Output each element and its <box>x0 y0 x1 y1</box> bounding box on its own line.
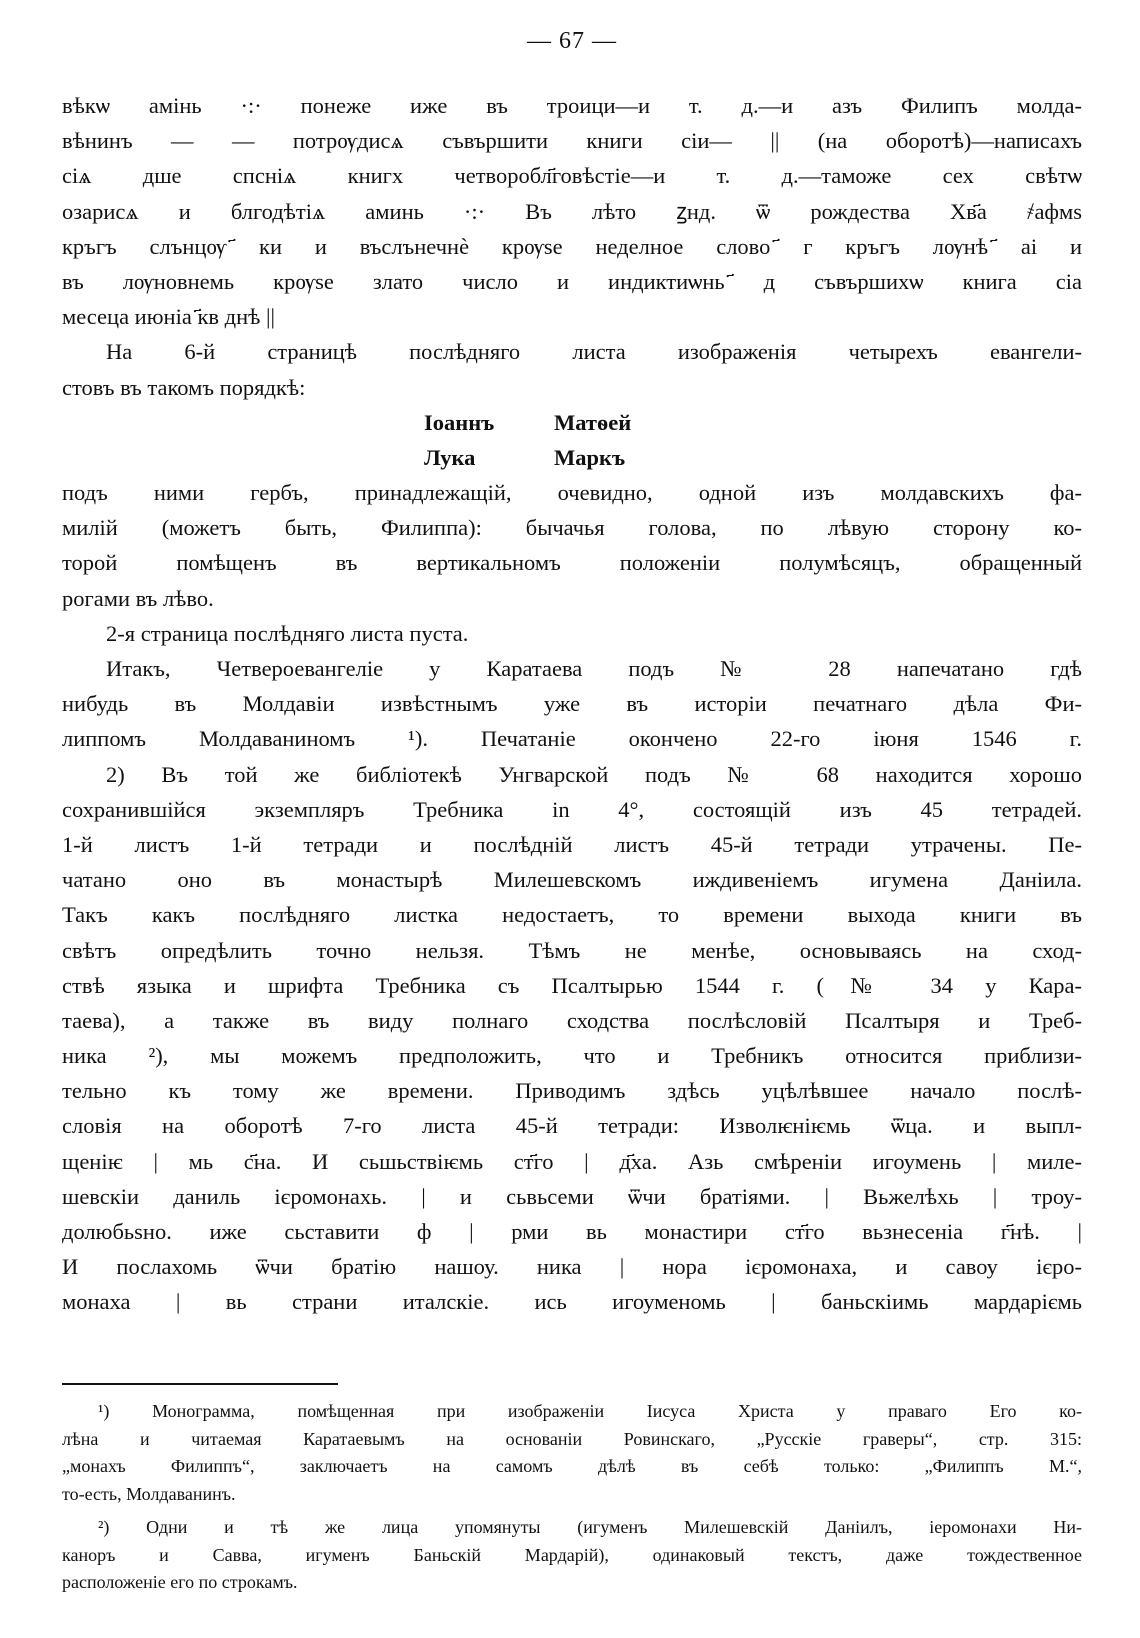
text-line: свѣтъ опредѣлить точно нельзя. Тѣмъ не менѣе, основываясь на сход- <box>62 937 1082 963</box>
text-line: липпомъ Молдаваниномъ ¹). Печатаніе окончено 22-го іюня 1546 г. <box>62 726 1082 752</box>
text-line: озарисѧ и блгодѣтіѧ аминь ·:· Въ лѣто ꙁнд. ѿ рождества Хв҃а ҂афмѕ <box>62 198 1082 224</box>
footnote-line: ¹) Монограмма, помѣщенная при изображеніи Іисуса Христа у праваго Его ко- <box>98 1401 1082 1421</box>
text-line: 1-й листъ 1-й тетради и послѣдній листъ 45-й тетради утрачены. Пе- <box>62 831 1082 857</box>
text-line: тельно къ тому же времени. Приводимъ здѣсь уцѣлѣвшее начало послѣ- <box>62 1078 1082 1104</box>
footnotes <box>62 1398 1082 1597</box>
text-line: сіѧ дше спсніѧ книгх четворобл҃говѣстіе—и т. д.—таможе сех свѣтѡ <box>62 163 1082 189</box>
text-line: чатано оно въ монастырѣ Милешевскомъ иждивеніемъ игумена Даніила. <box>62 867 1082 893</box>
text-line: ствѣ языка и шрифта Требника съ Псалтырью 1544 г. (№ 34 у Кара- <box>62 972 1082 998</box>
text-line: щеніѥ | мь с҃на. И сьшьствіѥмь ст҃го | д҃ха. Азь смѣреніи игоумень | миле- <box>62 1148 1082 1174</box>
text-line: стовъ въ такомъ порядкѣ: <box>62 374 306 400</box>
footnote-line: „монахъ Филиппъ“, заключаетъ на самомъ дѣлѣ въ себѣ только: „Филиппъ М.“, <box>62 1456 1082 1476</box>
text-line: словія на оборотѣ 7-го листа 45-й тетради: Изволѥніѥмь ѿца. и выпл- <box>62 1113 1082 1139</box>
footnote-line: ²) Одни и тѣ же лица упомянуты (игуменъ Милешевскій Даніилъ, іеромонахи Ни- <box>98 1517 1082 1537</box>
text-line: Итакъ, Четвероевангеліе у Каратаева подъ № 28 напечатано гдѣ <box>106 656 1082 681</box>
text-line: долюбьѕно. иже сьставити ф | рми вь монастири ст҃го вьзнесеніа г҃нѣ. | <box>62 1219 1082 1244</box>
text-line: И послахомь ѿчи братію нашоу. ника | нора ієромонаха, и савоу ієро- <box>62 1254 1082 1280</box>
evangelists-table <box>62 405 1082 475</box>
evangelists-row <box>62 405 1082 440</box>
footnote-divider <box>62 1383 338 1385</box>
evangelist-name: Іоаннъ <box>424 409 495 435</box>
evangelist-name: Лука <box>424 444 476 470</box>
footnote-line: каноръ и Савва, игуменъ Баньскій Мардарій), одинаковый текстъ, даже тождественное <box>62 1544 1082 1565</box>
text-line: милій (можетъ быть, Филиппа): бычачья голова, по лѣвую сторону ко- <box>62 515 1082 541</box>
page-number: — 67 — <box>527 28 617 54</box>
text-line: На 6-й страницѣ послѣдняго листа изображенія четырехъ евангели- <box>106 339 1082 365</box>
text-line: 2-я страница послѣдняго листа пуста. <box>106 620 469 646</box>
main-text <box>62 88 1082 1320</box>
evangelist-name: Маркъ <box>554 444 626 470</box>
footnote-line: расположеніе его по строкамъ. <box>62 1572 298 1592</box>
evangelists-row <box>62 440 1082 475</box>
text-line: рогами въ лѣво. <box>62 585 214 611</box>
text-line: месеца июніа ҃кв днѣ || <box>62 304 275 330</box>
footnote-line: то-есть, Молдаванинъ. <box>62 1483 236 1504</box>
text-line: таева), а также въ виду полнаго сходства послѣсловій Псалтыря и Треб- <box>62 1007 1082 1033</box>
text-line: кръгъ слънцѹ ҃ки и въслънечнѐ крѹѕе неделное слово ҃г кръгъ лѹнѣ ҃аі и <box>62 233 1082 259</box>
text-line: 2) Въ той же библіотекѣ Унгварской подъ № 68 находится хорошо <box>106 761 1082 787</box>
text-line: въ лѹновнемь крѹѕе злато число и индиктиѡнь ҃д съвършихѡ книга сіа <box>62 268 1082 294</box>
text-line: подъ ними гербъ, принадлежащій, очевидно, одной изъ молдавскихъ фа- <box>62 480 1082 506</box>
text-line: вѣнинъ — — потрѹдисѧ съвършити книги сіи— || (на оборотѣ)—написахъ <box>62 128 1082 154</box>
text-line: вѣкѡ амінь ·:· понеже иже въ троици—и т. д.—и азъ Филипъ молда- <box>62 93 1082 118</box>
evangelist-name: Матѳей <box>554 409 632 435</box>
text-line: монаха | вь страни италскіе. ись игоуменомь | баньскіимь мардаріємь <box>62 1289 1082 1315</box>
text-line: сохранившійся экземпляръ Требника in 4°, состоящій изъ 45 тетрадей. <box>62 796 1082 822</box>
text-line: торой помѣщенъ въ вертикальномъ положеніи полумѣсяцъ, обращенный <box>62 550 1082 576</box>
text-line: ника ²), мы можемъ предположить, что и Требникъ относится приблизи- <box>62 1043 1082 1069</box>
book-page <box>62 0 1082 1638</box>
text-line: Такъ какъ послѣдняго листка недостаетъ, то времени выхода книги въ <box>62 902 1082 928</box>
text-line: шевскіи даниль ієромонахь. | и сьвьсеми ѿчи братіями. | Вьжелѣхь | троу- <box>62 1183 1082 1209</box>
text-line: нибудь въ Молдавіи извѣстнымъ уже въ исторіи печатнаго дѣла Фи- <box>62 691 1082 717</box>
footnote-line: лѣна и читаемая Каратаевымъ на основаніи Ровинскаго, „Русскіе граверы“, стр. 315: <box>62 1428 1082 1449</box>
